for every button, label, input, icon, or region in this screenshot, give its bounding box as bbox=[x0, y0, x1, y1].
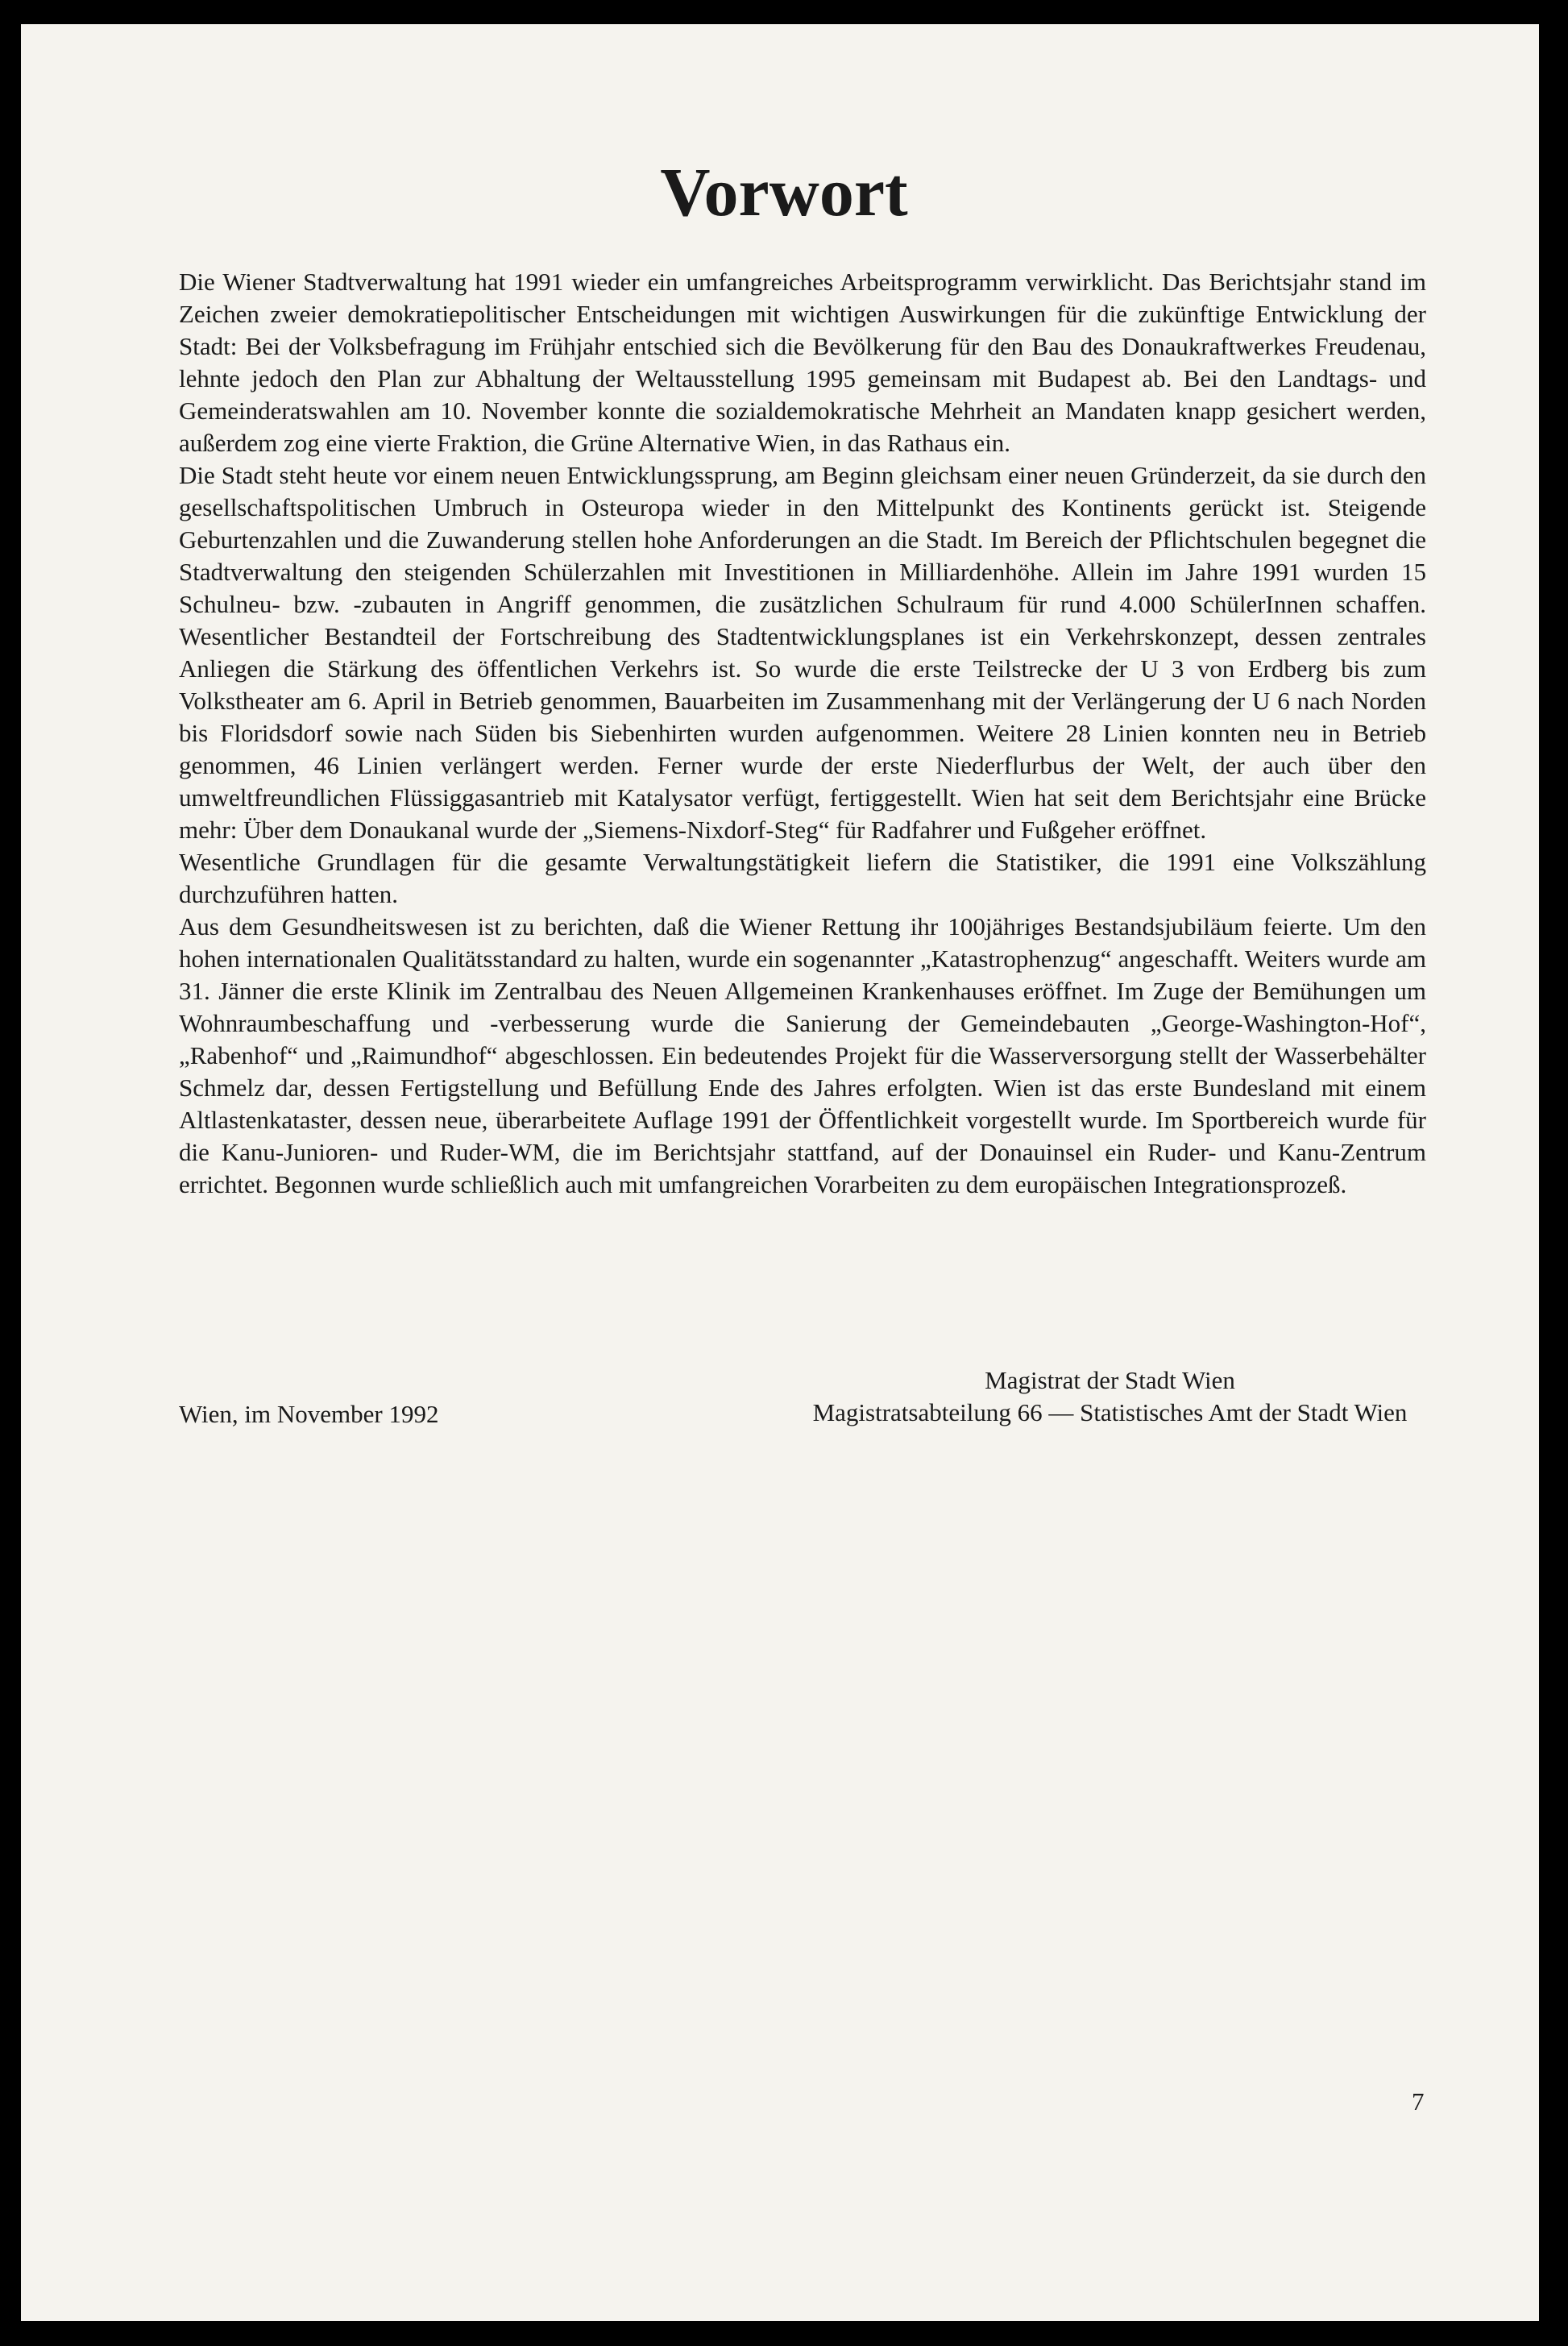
paragraph: Die Wiener Stadtverwaltung hat 1991 wieder ein umfangreiches Arbeitsprogramm verwirklicht. Das Berichtsjahr stand im Zeichen zweier demokratiepolitischer Entscheidungen mit wichtigen Auswirkungen für die zukünftige Entwicklung der Stadt: Bei der Volksbefragung im Frühjahr entschied sich die Bevölkerung für den Bau des Donaukraftwerkes Freudenau, lehnte jedoch den Plan zur Abhaltung der Weltausstellung 1995 gemeinsam mit Budapest ab. Bei den Landtags- und Gemeinderatswahlen am 10. November konnte die sozialdemokratische Mehrheit an Mandaten knapp gesichert werden, außerdem zog eine vierte Fraktion, die Grüne Alternative Wien, in das Rathaus ein. bbox=[179, 268, 1426, 457]
place-date: Wien, im November 1992 bbox=[179, 1400, 439, 1428]
paragraph: Aus dem Gesundheitswesen ist zu berichten, daß die Wiener Rettung ihr 100jähriges Bestandsjubiläum feierte. Um den hohen internationalen Qualitätsstandard zu halten, wurde ein sogenannter „Katastrophenzug“ angeschafft. Weiters wurde am 31. Jänner die erste Klinik im Zentralbau des Neuen Allgemeinen Krankenhauses eröffnet. Im Zuge der Bemühungen um Wohnraumbeschaffung und -verbesserung wurde die Sanierung der Gemeindebauten „George-Washington-Hof“, „Rabenhof“ und „Raimundhof“ abgeschlossen. Ein bedeutendes Projekt für die Wasserversorgung stellt der Wasserbehälter Schmelz dar, dessen Fertigstellung und Befüllung Ende des Jahres erfolgten. Wien ist das erste Bundesland mit einem Altlastenkataster, dessen neue, überarbeitete Auflage 1991 der Öffentlichkeit vorgestellt wurde. Im Sportbereich wurde für die Kanu-Junioren- und Ruder-WM, die im Berichtsjahr stattfand, auf der Donauinsel ein Ruder- und Kanu-Zentrum errichtet. Begonnen wurde schließlich auch mit umfangreichen Vorarbeiten zu dem europäischen Integrationsprozeß. bbox=[179, 912, 1426, 1198]
paragraph: Wesentliche Grundlagen für die gesamte Verwaltungstätigkeit liefern die Statistiker, die 1991 eine Volkszählung durchzuführen hatten. bbox=[179, 848, 1426, 908]
signature-line-1: Magistrat der Stadt Wien bbox=[985, 1366, 1235, 1394]
foreword-body bbox=[179, 266, 1426, 1201]
signature-line-2: Magistratsabteilung 66 — Statistisches Amt der Stadt Wien bbox=[812, 1398, 1408, 1426]
page-title: Vorwort bbox=[660, 153, 908, 230]
signature-block bbox=[794, 1364, 1426, 1429]
paragraph: Die Stadt steht heute vor einem neuen Entwicklungssprung, am Beginn gleichsam einer neuen Gründerzeit, da sie durch den gesellschaftspolitischen Umbruch in Osteuropa wieder in den Mittelpunkt des Kontinents gerückt ist. Steigende Geburtenzahlen und die Zuwanderung stellen hohe Anforderungen an die Stadt. Im Bereich der Pflichtschulen begegnet die Stadtverwaltung den steigenden Schülerzahlen mit Investitionen in Milliardenhöhe. Allein im Jahre 1991 wurden 15 Schulneu- bzw. -zubauten in Angriff genommen, die zusätzlichen Schulraum für rund 4.000 SchülerInnen schaffen. Wesentlicher Bestandteil der Fortschreibung des Stadtentwicklungsplanes ist ein Verkehrskonzept, dessen zentrales Anliegen die Stärkung des öffentlichen Verkehrs ist. So wurde die erste Teilstrecke der U 3 von Erdberg bis zum Volkstheater am 6. April in Betrieb genommen, Bauarbeiten im Zusammenhang mit der Verlängerung der U 6 nach Norden bis Floridsdorf sowie nach Süden bis Siebenhirten wurden aufgenommen. Weitere 28 Linien konnten neu in Betrieb genommen, 46 Linien verlängert werden. Ferner wurde der erste Niederflurbus der Welt, der auch über den umweltfreundlichen Flüssiggasantrieb mit Katalysator verfügt, fertiggestellt. Wien hat seit dem Berichtsjahr eine Brücke mehr: Über dem Donaukanal wurde der „Siemens-Nixdorf-Steg“ für Radfahrer und Fußgeher eröffnet. bbox=[179, 461, 1426, 844]
page-number: 7 bbox=[1412, 2087, 1425, 2116]
